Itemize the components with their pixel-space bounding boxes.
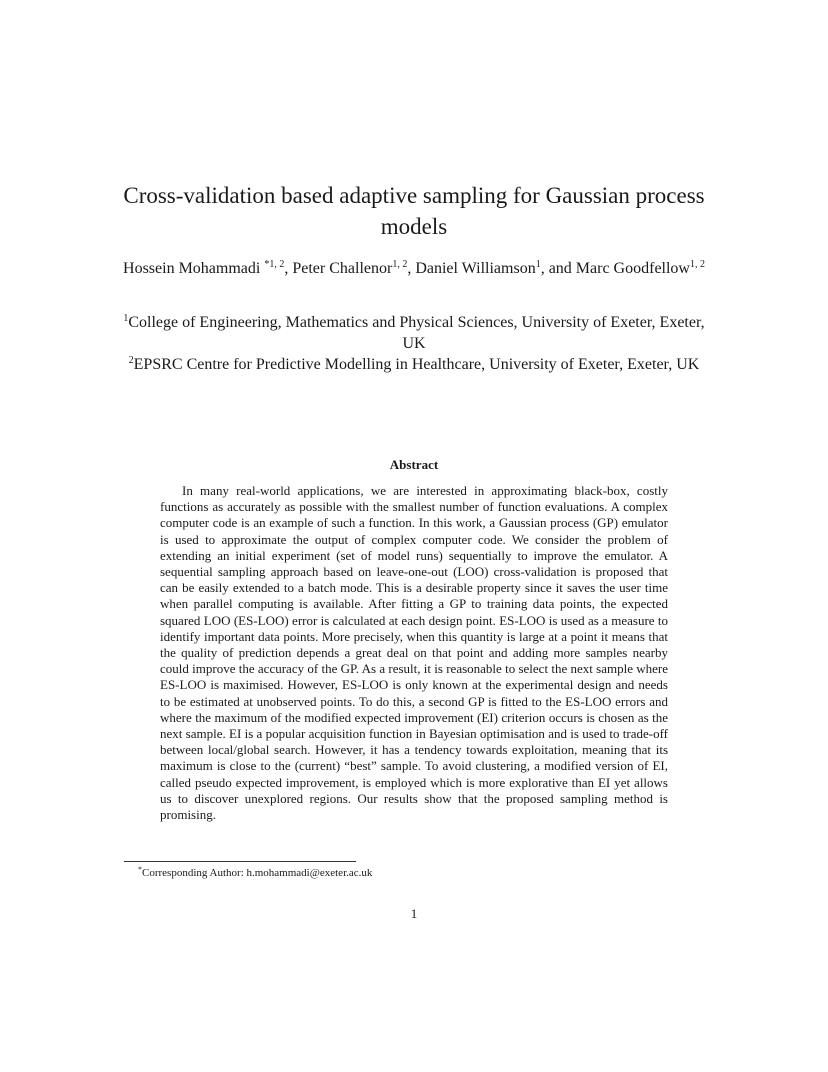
footnote-rule <box>124 861 356 862</box>
author: Peter Challenor$^{1, 2}$, <box>292 259 416 277</box>
author: Marc Goodfellow$^{1, 2}$ <box>575 259 705 277</box>
affiliation-list <box>110 312 718 375</box>
page-number: 1 <box>410 906 418 921</box>
author: Hossein Mohammadi $^{*1, 2}$, <box>123 259 293 277</box>
abstract-heading: Abstract <box>389 457 439 472</box>
arxiv-stamp <box>14 200 74 780</box>
footnote: *Corresponding Author: h.mohammadi@exeter.ac.uk <box>138 865 373 879</box>
author-list <box>110 258 718 279</box>
affiliation: $^2$EPSRC Centre for Predictive Modelling in Healthcare, University of Exeter, Exeter, UK <box>128 355 700 373</box>
author: Daniel Williamson$^1$, and <box>415 259 576 277</box>
paper-title: Cross-validation based adaptive sampling for Gaussian process models <box>123 183 705 239</box>
affiliation: $^1$College of Engineering, Mathematics and Physical Sciences, University of Exeter, Exeter, UK <box>123 313 705 352</box>
abstract-text: In many real-world applications, we are interested in approximating black-box, costly functions as accurately as possible with the smallest number of function evaluations. A complex computer code is an example of such a function. In this work, a Gaussian process (GP) emulator is used to approximate the output of complex computer code. We consider the problem of extending an initial experiment (set of model runs) sequentially to improve the emulator. A sequential sampling approach based on leave-one-out (LOO) cross-validation is proposed that can be easily extended to a batch mode. This is a desirable property since it saves the user time when parallel computing is available. After fitting a GP to training data points, the expected squared LOO (ES-LOO) error is calculated at each design point. ES-LOO is used as a measure to identify important data points. More precisely, when this quantity is large at a point it means that the quality of prediction depends a great deal on that point and adding more samples nearby could improve the accuracy of the GP. As a result, it is reasonable to select the next sample where ES-LOO is maximised. However, ES-LOO is only known at the experimental design and needs to be estimated at unobserved points. To do this, a second GP is fitted to the ES-LOO errors and where the maximum of the modified expected improvement (EI) criterion occurs is chosen as the next sample. EI is a popular acquisition function in Bayesian optimisation and is used to trade-off between local/global search. However, it has a tendency towards exploitation, meaning that its maximum is close to the (current) “best” sample. To avoid clustering, a modified version of EI, called pseudo expected improvement, is employed which is more explorative than EI yet allows us to discover unexplored regions. Our results show that the proposed sampling method is promising. <box>160 483 668 823</box>
